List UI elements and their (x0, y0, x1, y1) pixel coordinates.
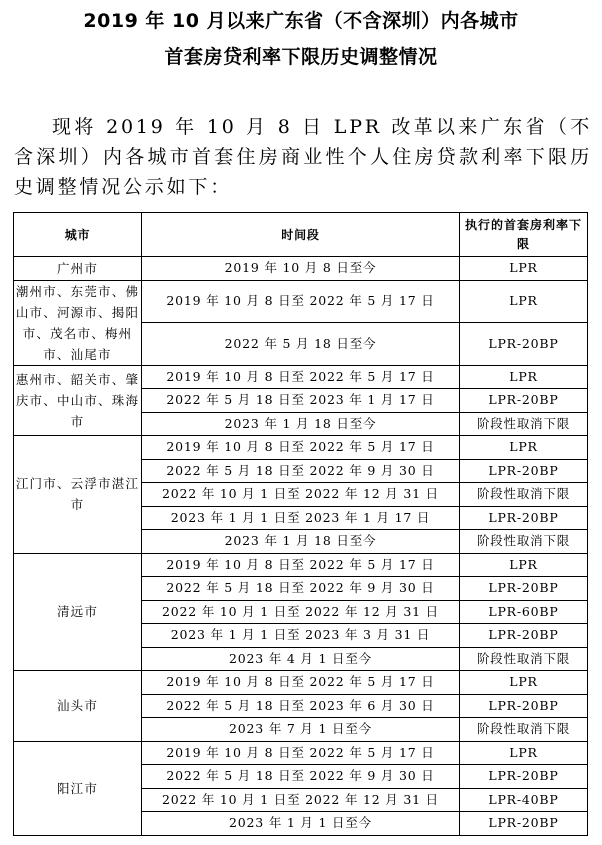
rate-cell: LPR-20BP (460, 765, 588, 789)
rate-cell: LPR-20BP (460, 624, 588, 648)
city-cell: 汕头市 (14, 671, 142, 742)
rate-cell: LPR (460, 671, 588, 695)
rate-cell: 阶段性取消下限 (460, 483, 588, 507)
period-cell: 2019 年 10 月 8 日至 2022 年 5 月 17 日 (142, 671, 460, 695)
period-cell: 2019 年 10 月 8 日至 2022 年 5 月 17 日 (142, 280, 460, 323)
period-cell: 2022 年 5 月 18 日至 2022 年 9 月 30 日 (142, 577, 460, 601)
city-cell: 惠州市、韶关市、肇庆市、中山市、珠海市 (14, 365, 142, 436)
rate-cell: LPR (460, 436, 588, 460)
table-row (14, 741, 588, 765)
header-rate: 执行的首套房利率下限 (460, 213, 588, 257)
document-title-line1: 2019 年 10 月以来广东省（不含深圳）内各城市 (83, 10, 519, 32)
table-row (14, 436, 588, 460)
rate-cell: LPR-20BP (460, 323, 588, 366)
table-row (14, 671, 588, 695)
document-title-line2: 首套房贷利率下限历史调整情况 (164, 46, 438, 68)
period-cell: 2019 年 10 月 8 日至 2022 年 5 月 17 日 (142, 553, 460, 577)
header-period: 时间段 (142, 213, 460, 257)
period-cell: 2023 年 1 月 18 日至今 (142, 530, 460, 554)
rate-cell: LPR (460, 741, 588, 765)
table-row (14, 553, 588, 577)
rate-cell: 阶段性取消下限 (460, 412, 588, 436)
period-cell: 2019 年 10 月 8 日至今 (142, 257, 460, 281)
rate-cell: 阶段性取消下限 (460, 530, 588, 554)
period-cell: 2022 年 5 月 18 日至 2023 年 6 月 30 日 (142, 694, 460, 718)
period-cell: 2023 年 1 月 1 日至 2023 年 3 月 31 日 (142, 624, 460, 648)
rate-history-table (13, 212, 588, 836)
city-cell: 潮州市、东莞市、佛山市、河源市、揭阳市、茂名市、梅州市、汕尾市 (14, 280, 142, 365)
rate-cell: 阶段性取消下限 (460, 647, 588, 671)
table-row (14, 280, 588, 323)
period-cell: 2023 年 1 月 1 日至今 (142, 812, 460, 836)
period-cell: 2022 年 5 月 18 日至 2022 年 9 月 30 日 (142, 459, 460, 483)
table-row (14, 257, 588, 281)
period-cell: 2022 年 5 月 18 日至今 (142, 323, 460, 366)
city-cell: 清远市 (14, 553, 142, 671)
period-cell: 2023 年 4 月 1 日至今 (142, 647, 460, 671)
rate-cell: 阶段性取消下限 (460, 718, 588, 742)
period-cell: 2023 年 7 月 1 日至今 (142, 718, 460, 742)
table-row (14, 365, 588, 389)
rate-cell: LPR-60BP (460, 600, 588, 624)
period-cell: 2022 年 10 月 1 日至 2022 年 12 月 31 日 (142, 600, 460, 624)
period-cell: 2019 年 10 月 8 日至 2022 年 5 月 17 日 (142, 741, 460, 765)
intro-paragraph: 现将 2019 年 10 月 8 日 LPR 改革以来广东省（不含深圳）内各城市首套住房商业性个人住房贷款利率下限历史调整情况公示如下： (14, 116, 592, 198)
period-cell: 2023 年 1 月 18 日至今 (142, 412, 460, 436)
period-cell: 2022 年 5 月 18 日至 2022 年 9 月 30 日 (142, 765, 460, 789)
rate-cell: LPR-20BP (460, 459, 588, 483)
period-cell: 2023 年 1 月 1 日至 2023 年 1 月 17 日 (142, 506, 460, 530)
city-cell: 阳江市 (14, 741, 142, 835)
period-cell: 2022 年 10 月 1 日至 2022 年 12 月 31 日 (142, 788, 460, 812)
period-cell: 2022 年 5 月 18 日至 2023 年 1 月 17 日 (142, 389, 460, 413)
rate-cell: LPR (460, 365, 588, 389)
rate-cell: LPR-40BP (460, 788, 588, 812)
rate-cell: LPR-20BP (460, 389, 588, 413)
rate-cell: LPR (460, 280, 588, 323)
header-city: 城市 (14, 213, 142, 257)
period-cell: 2019 年 10 月 8 日至 2022 年 5 月 17 日 (142, 436, 460, 460)
rate-cell: LPR-20BP (460, 577, 588, 601)
rate-cell: LPR (460, 257, 588, 281)
rate-cell: LPR-20BP (460, 812, 588, 836)
period-cell: 2022 年 10 月 1 日至 2022 年 12 月 31 日 (142, 483, 460, 507)
rate-cell: LPR (460, 553, 588, 577)
rate-cell: LPR-20BP (460, 694, 588, 718)
rate-cell: LPR-20BP (460, 506, 588, 530)
period-cell: 2019 年 10 月 8 日至 2022 年 5 月 17 日 (142, 365, 460, 389)
city-cell: 江门市、云浮市湛江市 (14, 436, 142, 554)
city-cell: 广州市 (14, 257, 142, 281)
